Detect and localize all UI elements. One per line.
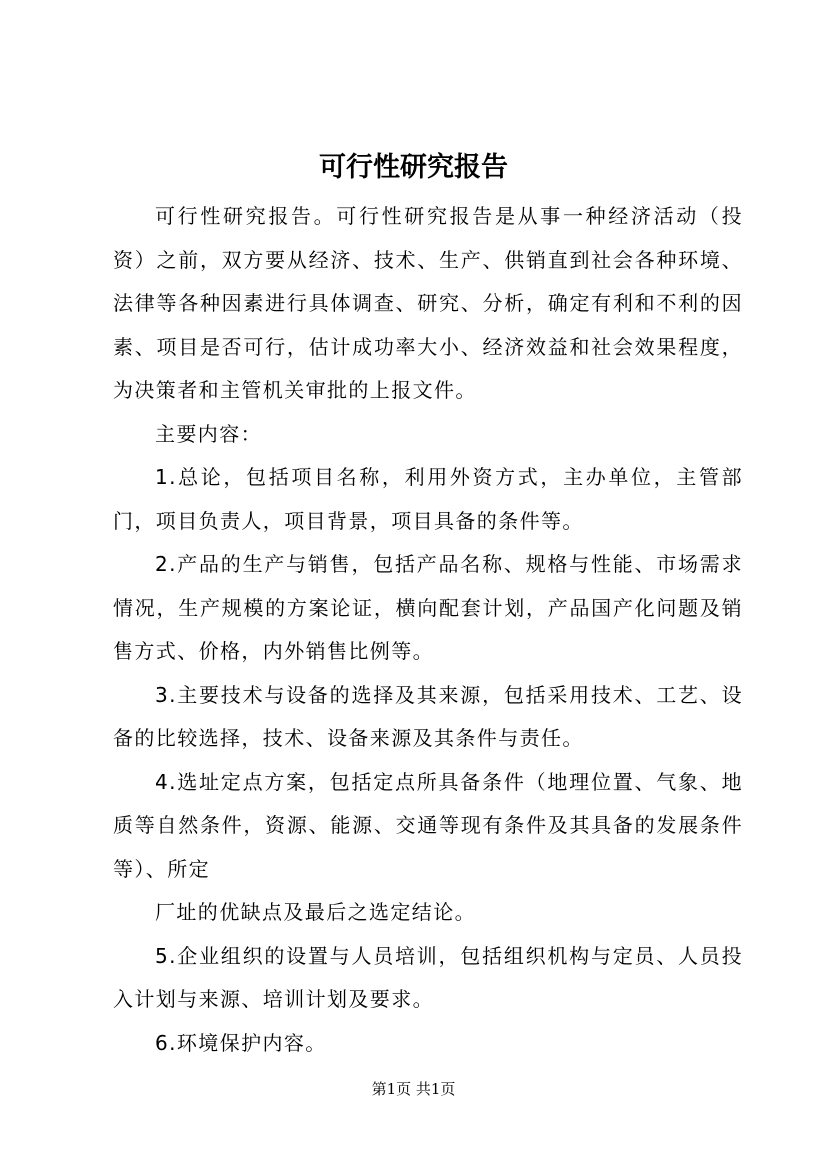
paragraph-item-2: 2.产品的生产与销售，包括产品名称、规格与性能、市场需求情况，生产规模的方案论证，横向配套计划，产品国产化问题及销售方式、价格，内外销售比例等。 (113, 552, 743, 663)
paragraph-main-content-heading: 主要内容： (155, 421, 262, 446)
paragraph-item-4-continued: 厂址的优缺点及最后之选定结论。 (155, 900, 476, 924)
page-footer: 第1页 共1页 (371, 1080, 456, 1098)
paragraph-item-4: 4.选址定点方案，包括定点所具备条件（地理位置、气象、地质等自然条件，资源、能源、交通等现有条件及其具备的发展条件等）、所定 (113, 769, 743, 881)
paragraph-item-1: 1.总论，包括项目名称，利用外资方式，主办单位，主管部门，项目负责人，项目背景，项目具备的条件等。 (113, 465, 743, 533)
paragraph-item-5: 5.企业组织的设置与人员培训，包括组织机构与定员、人员投入计划与来源、培训计划及要求。 (113, 943, 743, 1011)
document-title: 可行性研究报告 (319, 152, 508, 183)
document-body (113, 195, 743, 1065)
paragraph-item-3: 3.主要技术与设备的选择及其来源，包括采用技术、工艺、设备的比较选择，技术、设备来源及其条件与责任。 (113, 682, 743, 750)
paragraph-intro: 可行性研究报告。可行性研究报告是从事一种经济活动（投资）之前，双方要从经济、技术、生产、供销直到社会各种环境、法律等各种因素进行具体调查、研究、分析，确定有利和不利的因素、项目是否可行，估计成功率大小、经济效益和社会效果程度，为决策者和主管机关审批的上报文件。 (113, 204, 743, 402)
paragraph-item-6: 6.环境保护内容。 (155, 1030, 327, 1055)
